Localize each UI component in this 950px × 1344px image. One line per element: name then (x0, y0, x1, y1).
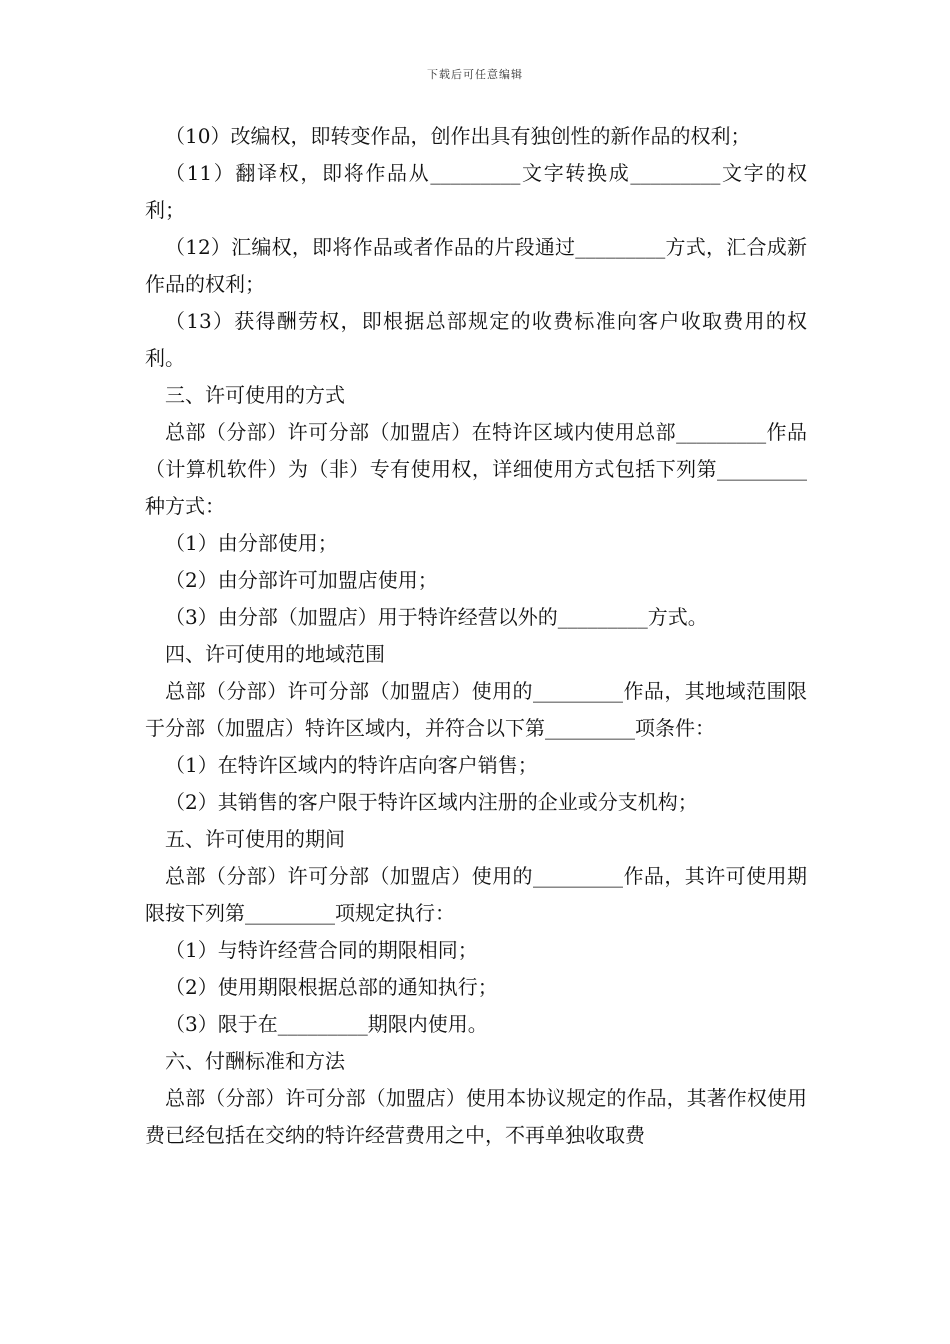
section-5-item-3: （3）限于在_________期限内使用。 (165, 1012, 488, 1036)
clause-10-adaptation-right: （10）改编权，即转变作品，创作出具有独创性的新作品的权利； (165, 124, 751, 148)
section-3-body: 总部（分部）许可分部（加盟店）在特许区域内使用总部_________作品（计算机软件）为（非）专有使用权，详细使用方式包括下列第_________种方式： (145, 420, 807, 518)
document-body (145, 118, 807, 1154)
section-6-body: 总部（分部）许可分部（加盟店）使用本协议规定的作品，其著作权使用费已经包括在交纳的特许经营费用之中，不再单独收取费 (145, 1086, 807, 1147)
clause-12-compilation-right: （12）汇编权，即将作品或者作品的片段通过_________方式，汇合成新作品的权利； (145, 235, 807, 296)
section-3-item-1: （1）由分部使用； (165, 531, 338, 555)
section-4-item-2: （2）其销售的客户限于特许区域内注册的企业或分支机构； (165, 790, 698, 814)
section-5-item-1: （1）与特许经营合同的期限相同； (165, 938, 478, 962)
section-3-item-2: （2）由分部许可加盟店使用； (165, 568, 438, 592)
clause-11-translation-right: （11）翻译权，即将作品从_________文字转换成_________文字的权利； (145, 161, 807, 222)
section-5-body: 总部（分部）许可分部（加盟店）使用的_________作品，其许可使用期限按下列第_________项规定执行： (145, 864, 807, 925)
section-3-heading: 三、许可使用的方式 (165, 383, 345, 407)
section-5-heading: 五、许可使用的期间 (165, 827, 345, 851)
section-4-body: 总部（分部）许可分部（加盟店）使用的_________作品，其地域范围限于分部（加盟店）特许区域内，并符合以下第_________项条件： (145, 679, 807, 740)
section-3-item-3: （3）由分部（加盟店）用于特许经营以外的_________方式。 (165, 605, 708, 629)
section-4-heading: 四、许可使用的地域范围 (165, 642, 385, 666)
page-header: 下载后可任意编辑 (427, 68, 523, 81)
section-6-heading: 六、付酬标准和方法 (165, 1049, 345, 1073)
clause-13-remuneration-right: （13）获得酬劳权，即根据总部规定的收费标准向客户收取费用的权利。 (145, 309, 807, 370)
section-4-item-1: （1）在特许区域内的特许店向客户销售； (165, 753, 538, 777)
section-5-item-2: （2）使用期限根据总部的通知执行； (165, 975, 498, 999)
